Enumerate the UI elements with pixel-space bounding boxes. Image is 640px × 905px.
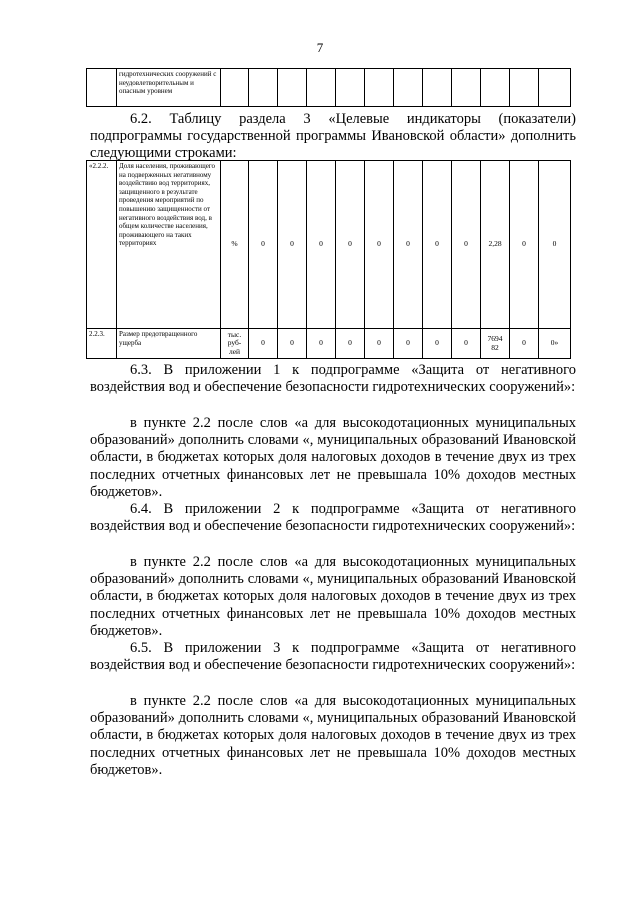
value-cell: 0 — [452, 329, 481, 359]
value-cell: 0 — [510, 329, 539, 359]
indicator-code-cell: 2.2.3. — [87, 329, 117, 359]
value-cell: 0 — [278, 329, 307, 359]
table-cell — [510, 69, 539, 107]
value-cell: 0 — [365, 161, 394, 329]
table-row — [87, 161, 571, 329]
value-cell: 0 — [336, 329, 365, 359]
value-cell: 0 — [336, 161, 365, 329]
table-cell — [221, 69, 249, 107]
table-cell — [423, 69, 452, 107]
paragraph-6-4-heading: 6.4. В приложении 2 к подпрограмме «Защита от негативного воздействия вод и обеспечение безопасности гидротехнических сооружений»: — [90, 501, 576, 535]
value-cell: 0 — [539, 161, 571, 329]
table-cell — [87, 69, 117, 107]
value-cell: 0 — [394, 329, 423, 359]
table-row — [87, 69, 571, 107]
continued-indicator-table — [86, 68, 571, 107]
paragraph-6-5-heading: 6.5. В приложении 3 к подпрограмме «Защита от негативного воздействия вод и обеспечение безопасности гидротехнических сооружений»: — [90, 640, 576, 674]
value-cell: 0 — [307, 161, 336, 329]
indicator-name-cell: Размер предотвращенного ущерба — [117, 329, 221, 359]
paragraph-6-5-body: в пункте 2.2 после слов «а для высокодотационных муниципальных образований» дополнить словами «, муниципальных образований Ивановской области, в бюджетах которых доля налоговых доходов в течение двух из трех последних отчетных финансовых лет не превышала 10% доходов местных бюджетов». — [90, 693, 576, 778]
paragraph-6-2: 6.2. Таблицу раздела 3 «Целевые индикаторы (показатели) подпрограммы государственной программы Ивановской области» дополнить следующими строками: — [90, 111, 576, 162]
value-cell: 0 — [249, 161, 278, 329]
page-number: 7 — [316, 40, 324, 55]
indicator-name-cell: гидротехнических сооружений с неудовлетворительным и опасным уровнем — [117, 69, 221, 107]
value-cell: 0 — [510, 161, 539, 329]
value-cell: 0 — [452, 161, 481, 329]
value-cell: 0 — [394, 161, 423, 329]
value-cell: 0 — [278, 161, 307, 329]
value-cell: 0» — [539, 329, 571, 359]
table-cell — [365, 69, 394, 107]
table-cell — [481, 69, 510, 107]
table-cell — [539, 69, 571, 107]
table-row — [87, 329, 571, 359]
target-indicators-table — [86, 160, 571, 359]
value-cell: 7694 82 — [481, 329, 510, 359]
value-cell: 0 — [249, 329, 278, 359]
paragraph-6-3-heading: 6.3. В приложении 1 к подпрограмме «Защита от негативного воздействия вод и обеспечение безопасности гидротехнических сооружений»: — [90, 362, 576, 396]
value-cell: 0 — [423, 161, 452, 329]
table-cell — [278, 69, 307, 107]
table-cell — [249, 69, 278, 107]
table-cell — [452, 69, 481, 107]
unit-cell: % — [221, 161, 249, 329]
indicator-code-cell: «2.2.2. — [87, 161, 117, 329]
table-cell — [336, 69, 365, 107]
indicator-name-cell: Доля населения, проживающего на подверженных негативному воздействию вод территориях, защищенного в результате проведения мероприятий по повышению защищенности от негативного воздействия вод, в общем количестве населения, проживающего на таких территориях — [117, 161, 221, 329]
table-cell — [307, 69, 336, 107]
value-cell: 0 — [307, 329, 336, 359]
value-cell: 2,28 — [481, 161, 510, 329]
value-cell: 0 — [423, 329, 452, 359]
paragraph-6-3-body: в пункте 2.2 после слов «а для высокодотационных муниципальных образований» дополнить словами «, муниципальных образований Ивановской области, в бюджетах которых доля налоговых доходов в течение двух из трех последних отчетных финансовых лет не превышала 10% доходов местных бюджетов». — [90, 415, 576, 500]
paragraph-6-4-body: в пункте 2.2 после слов «а для высокодотационных муниципальных образований» дополнить словами «, муниципальных образований Ивановской области, в бюджетах которых доля налоговых доходов в течение двух из трех последних отчетных финансовых лет не превышала 10% доходов местных бюджетов». — [90, 554, 576, 639]
unit-cell: тыс. руб-лей — [221, 329, 249, 359]
value-cell: 0 — [365, 329, 394, 359]
table-cell — [394, 69, 423, 107]
